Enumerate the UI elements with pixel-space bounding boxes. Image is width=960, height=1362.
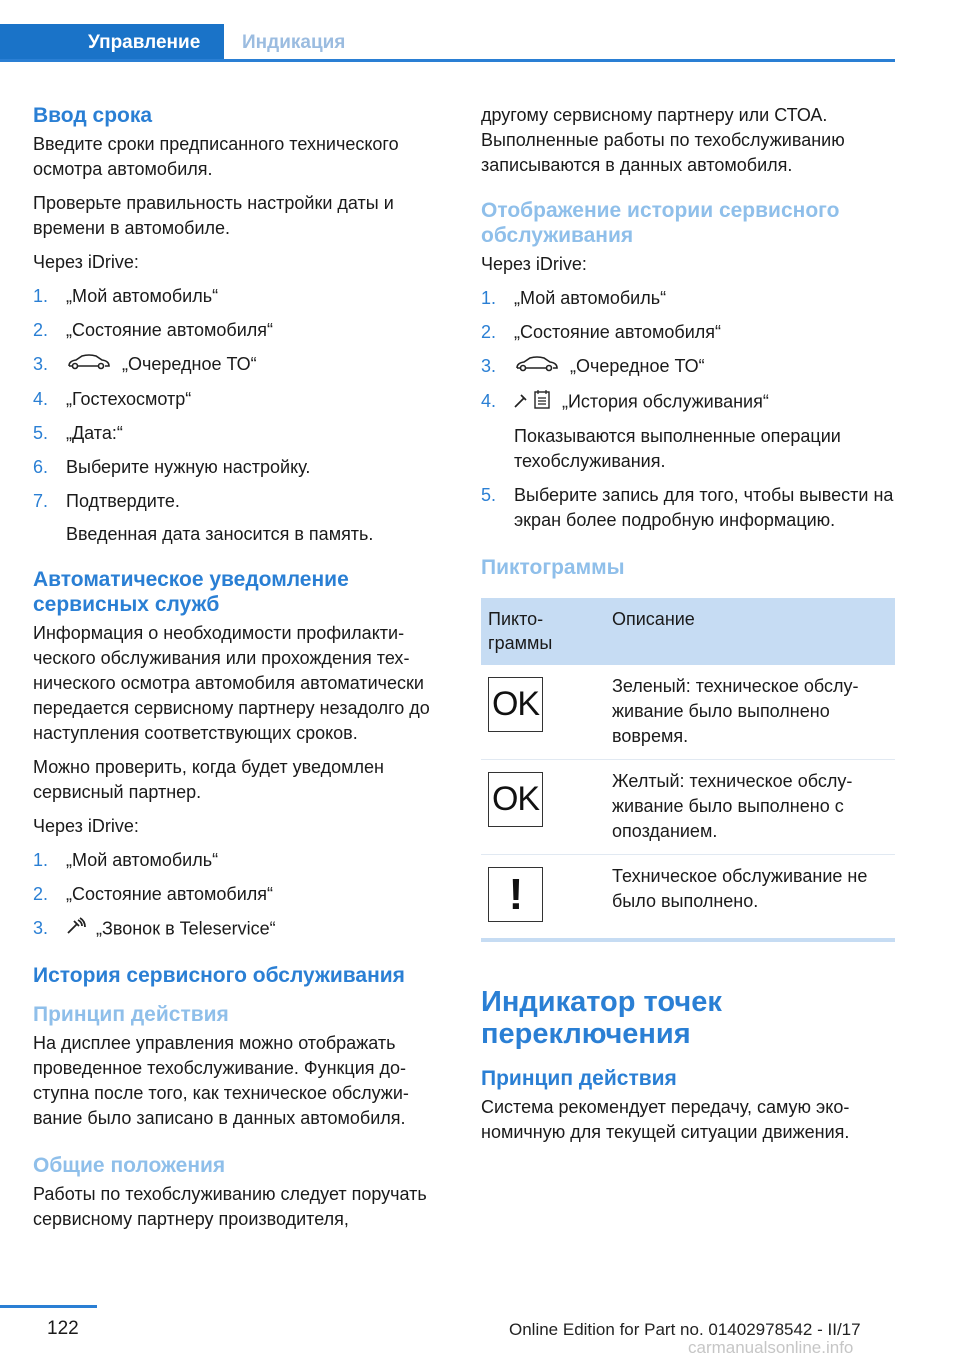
service-history-icon (514, 389, 552, 416)
paragraph: Проверьте правильность настройки даты и времени в автомобиле. (33, 193, 394, 238)
car-service-icon (514, 355, 560, 380)
list-item: 5. Выберите запись для того, чтобы вывести на экран более подробную информацию. (481, 484, 894, 530)
table-cell-description: Зеленый: техническое обслуживание было выполнено вовремя. (605, 665, 895, 760)
list-item: 4. „Гостехосмотр“ (33, 388, 192, 409)
list-item: 5. „Дата:“ (33, 422, 123, 443)
subsection-title-principle: Принцип действия (33, 1002, 229, 1026)
right-column (481, 103, 897, 1154)
section-title-date-entry: Ввод срока (33, 104, 153, 127)
list-item: 2. „Состояние автомобиля“ (33, 320, 274, 340)
exclamation-pictogram: ! (488, 867, 543, 922)
list-item: 3. „Очередное ТО“ (33, 352, 449, 378)
left-column (33, 103, 449, 1241)
list-item: 2. „Состояние автомобиля“ (33, 883, 274, 904)
ok-yellow-pictogram: OK (488, 772, 543, 827)
list-item: 2. „Состояние автомобиля“ (481, 322, 722, 342)
table-header-row (481, 598, 895, 665)
list-item: 1. „Мой автомобиль“ (481, 288, 667, 308)
paragraph: Введите сроки предписанного технического осмотра автомобиля. (33, 134, 399, 179)
table-row (481, 759, 895, 854)
table-row (481, 854, 895, 940)
paragraph: Через iDrive: (481, 254, 587, 274)
tab-indikatsiya[interactable]: Индикация (242, 32, 346, 53)
paragraph: Информация о необходимости профилактического обслуживания или прохождения технического осмотра автомобиля автоматически передается сервисному партнеру незадолго до наступления соответствующих сроков. (33, 622, 430, 743)
paragraph: другому сервисному партнеру или СТОА. Выполненные работы по техобслуживанию записываются в данных автомобиля. (481, 105, 845, 175)
paragraph: Система рекомендует передачу, самую экономичную для текущей ситуации движения. (481, 1096, 850, 1142)
list-item: 4. „История обслуживания“ Показываются выполненные операции техобслуживания. (481, 390, 841, 471)
section-title-pictograms: Пиктограммы (481, 555, 625, 579)
steps-list-auto-notification (33, 848, 449, 943)
paragraph: Через iDrive: (33, 815, 139, 836)
list-item: 3. „Очередное ТО“ (481, 354, 897, 380)
section-title-service-history: История сервисного обслуживания (33, 963, 405, 987)
header-tabs (0, 24, 895, 62)
table-cell-description: Желтый: техническое обслуживание было выполнено с опозданием. (605, 759, 895, 854)
edition-info: Online Edition for Part no. 01402978542 - II/17 (509, 1320, 861, 1339)
list-item: 7. Подтвердите. Введенная дата заносится в память. (33, 490, 374, 544)
table-cell-description: Техническое обслуживание не было выполнено. (605, 854, 895, 940)
steps-list-date-entry (33, 284, 449, 547)
table-row (481, 665, 895, 760)
section-title-auto-notification: Автоматическое уведомление сервисных служб (33, 567, 349, 616)
teleservice-icon (66, 916, 86, 943)
column-header-pictogram: Пиктограммы (481, 598, 605, 665)
ok-green-pictogram: OK (488, 677, 543, 732)
paragraph: Через iDrive: (33, 252, 139, 272)
page-number: 122 (47, 1318, 79, 1339)
paragraph: Работы по техобслуживанию следует поручать сервисному партнеру производителя, (33, 1183, 427, 1229)
footer-rule (0, 1305, 97, 1308)
paragraph: На дисплее управления можно отображать проведенное техобслуживание. Функция доступна после того, как техническое обслуживание было записано в данных автомобиля. (33, 1032, 409, 1128)
pictogram-table (481, 598, 895, 942)
list-item: 1. „Мой автомобиль“ (33, 286, 219, 306)
tab-upravlenie[interactable]: Управление (0, 24, 224, 62)
section-title-history-display: Отображение истории сервисного обслуживания (481, 199, 840, 247)
list-item: 1. „Мой автомобиль“ (33, 849, 219, 870)
car-service-icon (66, 353, 112, 378)
header-rule (0, 59, 895, 62)
steps-list-history-display (481, 286, 897, 533)
paragraph: Можно проверить, когда будет уведомлен сервисный партнер. (33, 756, 384, 802)
list-item: 3. „Звонок в Teleservice“ (33, 916, 449, 943)
list-item: 6. Выберите нужную настройку. (33, 456, 311, 477)
section-title-shift-indicator: Индикатор точек переключения (481, 985, 722, 1050)
column-header-description: Описание (605, 598, 895, 665)
subsection-title-principle: Принцип действия (481, 1066, 677, 1090)
watermark: carmanualsonline.info (688, 1338, 854, 1357)
subsection-title-general: Общие положения (33, 1153, 226, 1177)
